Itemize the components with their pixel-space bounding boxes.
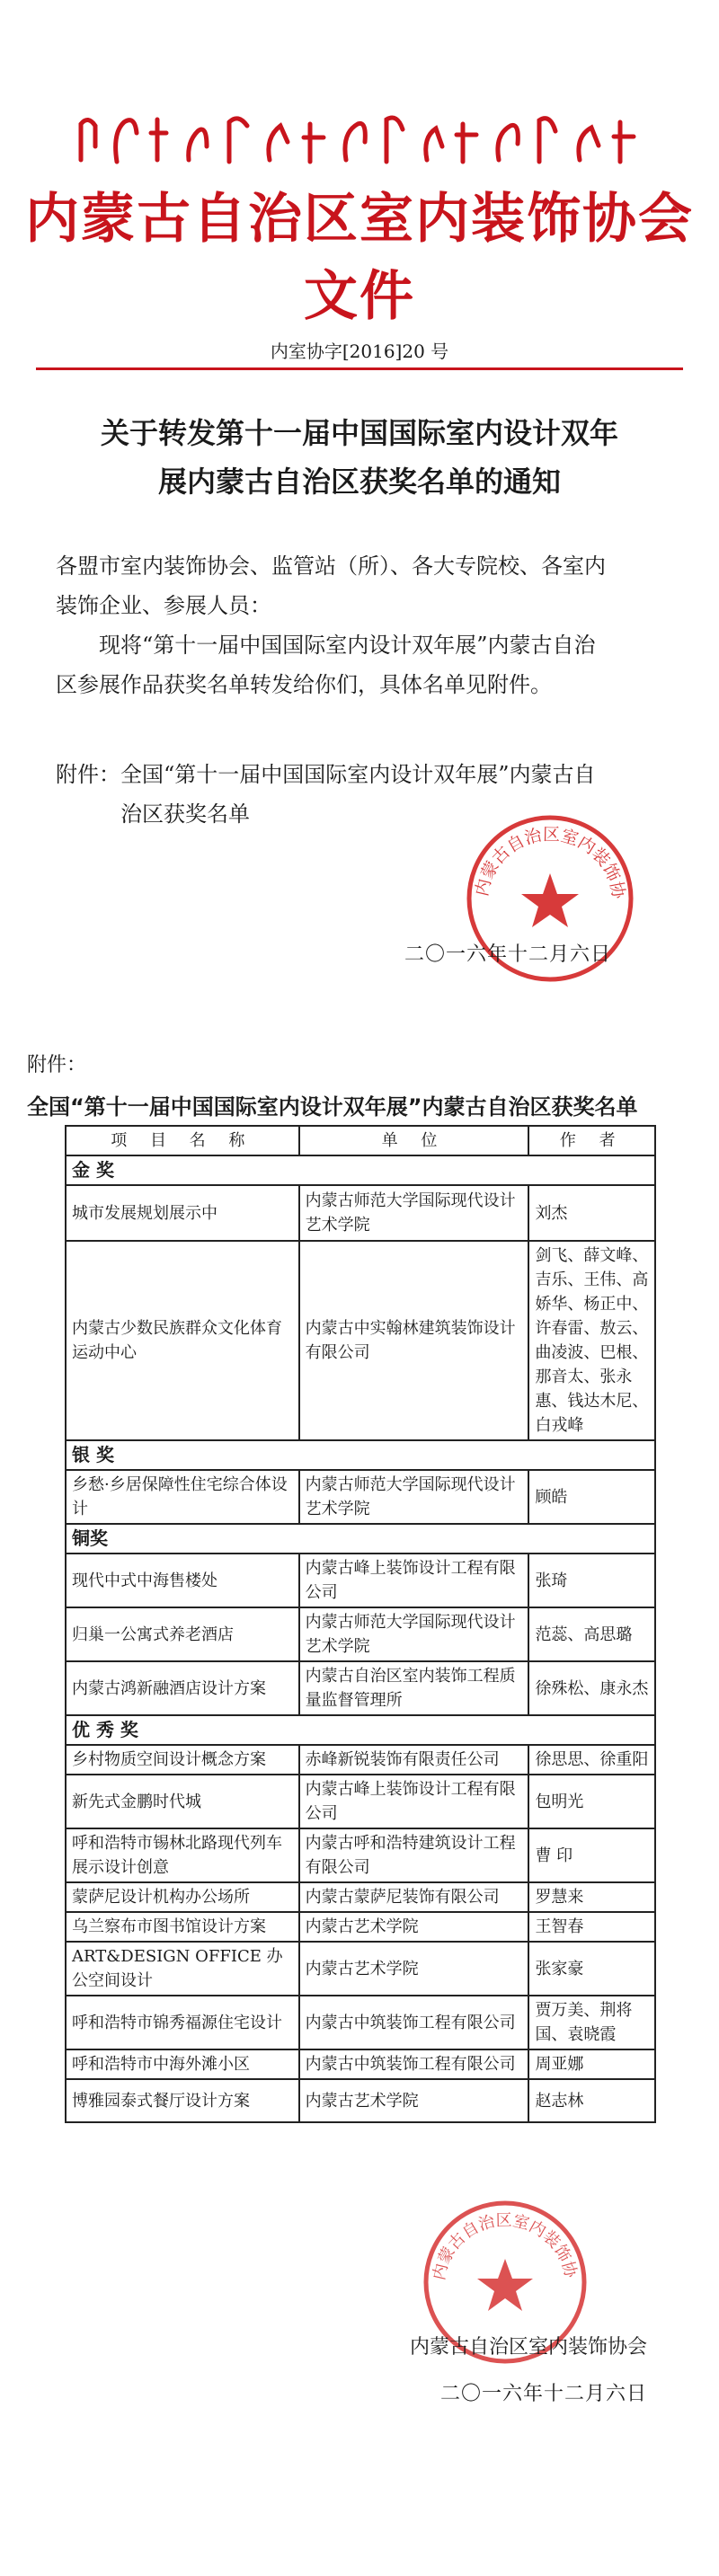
section-excellence: 优 秀 奖 xyxy=(66,1715,655,1745)
attachment-line2: 治区获奖名单 xyxy=(120,801,250,827)
table-row xyxy=(66,1470,655,1524)
cell-unit: 内蒙古峰上装饰设计工程有限公司 xyxy=(299,1554,529,1607)
cell-unit: 赤峰新锐装饰有限责任公司 xyxy=(299,1745,529,1775)
cell-author: 顾皓 xyxy=(528,1470,655,1524)
cell-project: 现代中式中海售楼处 xyxy=(66,1554,299,1607)
document-number: 内室协字[2016]20 号 xyxy=(270,341,449,362)
cell-author: 刘杰 xyxy=(528,1185,655,1241)
svg-text:内蒙古自治区室内装饰协会 xyxy=(460,809,628,901)
seal-ring-text: 内蒙古自治区室内装饰协 xyxy=(472,824,629,901)
table-header-row xyxy=(66,1126,655,1155)
table-row xyxy=(66,1607,655,1661)
cell-author: 张家豪 xyxy=(528,1942,655,1996)
section-bronze: 铜奖 xyxy=(66,1524,655,1554)
cell-project: 乌兰察布市图书馆设计方案 xyxy=(66,1912,299,1942)
section-row-gold xyxy=(66,1155,655,1185)
table-row xyxy=(66,1942,655,1996)
seal-star-icon xyxy=(477,2259,533,2311)
cell-author: 曹 印 xyxy=(528,1828,655,1882)
cell-project: 城市发展规划展示中 xyxy=(66,1185,299,1241)
recipients-line1: 各盟市室内装饰协会、监管站（所）、各大专院校、各室内 xyxy=(56,553,606,579)
cell-project: 呼和浩特市锡林北路现代列车展示设计创意 xyxy=(66,1828,299,1882)
mongolian-script-graphic xyxy=(72,106,647,169)
awards-table xyxy=(65,1125,656,2123)
org-file-title: 内蒙古自治区室内装饰协会文件 xyxy=(25,188,694,328)
cell-unit: 内蒙古自治区室内装饰工程质量监督管理所 xyxy=(299,1661,529,1715)
cell-unit: 内蒙古艺术学院 xyxy=(299,1942,529,1996)
cell-author: 剑飞、薛文峰、吉乐、王伟、高娇华、杨正中、许春雷、敖云、曲凌波、巴根、那音太、张永惠、钱达木尼、白戎峰 xyxy=(528,1241,655,1440)
table-row xyxy=(66,2079,655,2122)
cell-project: 归巢一公寓式养老酒店 xyxy=(66,1607,299,1661)
table-row xyxy=(66,1912,655,1942)
cell-project: 内蒙古鸿新融酒店设计方案 xyxy=(66,1661,299,1715)
recipients-line2: 装饰企业、参展人员： xyxy=(56,593,271,618)
table-row xyxy=(66,1241,655,1440)
cell-unit: 内蒙古艺术学院 xyxy=(299,1912,529,1942)
section-row-excellence xyxy=(66,1715,655,1745)
cell-author: 贾万美、荆将国、袁晓霞 xyxy=(528,1996,655,2049)
issue-date: 二〇一六年十二月六日 xyxy=(404,943,612,966)
cell-author: 包明光 xyxy=(528,1775,655,1828)
cell-project: 乡村物质空间设计概念方案 xyxy=(66,1745,299,1775)
cell-project: 呼和浩特市锦秀福源住宅设计 xyxy=(66,1996,299,2049)
footer-org-signature: 内蒙古自治区室内装饰协会 xyxy=(409,2336,647,2359)
cell-author: 王智春 xyxy=(528,1912,655,1942)
notice-title-line2: 展内蒙古自治区获奖名单的通知 xyxy=(157,465,561,499)
body-line1: 现将“第十一届中国国际室内设计双年展”内蒙古自治 xyxy=(99,633,596,658)
notice-title xyxy=(0,409,719,506)
table-row xyxy=(66,1775,655,1828)
cell-unit: 内蒙古中实翰林建筑装饰设计有限公司 xyxy=(299,1241,529,1440)
cell-unit: 内蒙古师范大学国际现代设计艺术学院 xyxy=(299,1607,529,1661)
body-line2: 区参展作品获奖名单转发给你们，具体名单见附件。 xyxy=(56,672,552,697)
cell-project: ART&DESIGN OFFICE 办公空间设计 xyxy=(66,1942,299,1996)
section-gold: 金 奖 xyxy=(66,1155,655,1185)
mongolian-header xyxy=(72,106,647,169)
table-row xyxy=(66,1661,655,1715)
cell-author: 徐殊松、康永杰 xyxy=(528,1661,655,1715)
cell-unit: 内蒙古峰上装饰设计工程有限公司 xyxy=(299,1775,529,1828)
section-row-bronze xyxy=(66,1524,655,1554)
cell-author: 罗慧来 xyxy=(528,1882,655,1912)
cell-project: 博雅园泰式餐厅设计方案 xyxy=(66,2079,299,2122)
recipients xyxy=(56,546,649,704)
header-author: 作 者 xyxy=(528,1126,655,1155)
cell-unit: 内蒙古蒙萨尼装饰有限公司 xyxy=(299,1882,529,1912)
red-divider xyxy=(36,367,683,370)
appendix-table-title: 全国“第十一届中国国际室内设计双年展”内蒙古自治区获奖名单 xyxy=(27,1094,638,1120)
table-row xyxy=(66,1996,655,2049)
attachment-line1: 附件：全国“第十一届中国国际室内设计双年展”内蒙古自 xyxy=(56,762,596,787)
header-project: 项 目 名 称 xyxy=(66,1126,299,1155)
cell-author: 张琦 xyxy=(528,1554,655,1607)
cell-author: 徐思思、徐重阳 xyxy=(528,1745,655,1775)
table-row xyxy=(66,1554,655,1607)
cell-unit: 内蒙古呼和浩特建筑设计工程有限公司 xyxy=(299,1828,529,1882)
cell-project: 乡愁·乡居保障性住宅综合体设计 xyxy=(66,1470,299,1524)
section-silver: 银 奖 xyxy=(66,1440,655,1470)
seal-ring-text-footer: 内蒙古自治区室内装饰协 xyxy=(430,2210,581,2282)
cell-author: 范蕊、高思璐 xyxy=(528,1607,655,1661)
header-unit: 单 位 xyxy=(299,1126,529,1155)
cell-unit: 内蒙古中筑装饰工程有限公司 xyxy=(299,2049,529,2079)
cell-project: 呼和浩特市中海外滩小区 xyxy=(66,2049,299,2079)
notice-title-line1: 关于转发第十一届中国国际室内设计双年 xyxy=(100,416,618,450)
table-row xyxy=(66,1882,655,1912)
cell-author: 赵志林 xyxy=(528,2079,655,2122)
cell-project: 蒙萨尼设计机构办公场所 xyxy=(66,1882,299,1912)
cell-project: 新先式金鹏时代城 xyxy=(66,1775,299,1828)
cell-unit: 内蒙古师范大学国际现代设计艺术学院 xyxy=(299,1185,529,1241)
cell-unit: 内蒙古艺术学院 xyxy=(299,2079,529,2122)
footer-date: 二〇一六年十二月六日 xyxy=(439,2383,647,2405)
table-row xyxy=(66,1828,655,1882)
seal-star-icon xyxy=(521,873,579,927)
table-row xyxy=(66,1185,655,1241)
cell-author: 周亚娜 xyxy=(528,2049,655,2079)
mongolian-script-text: ᠥᠪᠦᠷ ᠮᠣᠩᠭᠣᠯ ᠤᠨ ᠥᠪᠡᠷᠲᠡᠭᠡᠨ ᠵᠠᠰᠠᠬᠤ ᠣᠷᠤᠨ xyxy=(351,142,368,143)
cell-unit: 内蒙古师范大学国际现代设计艺术学院 xyxy=(299,1470,529,1524)
appendix-label: 附件： xyxy=(27,1054,87,1076)
cell-project: 内蒙古少数民族群众文化体育运动中心 xyxy=(66,1241,299,1440)
table-row xyxy=(66,1745,655,1775)
section-row-silver xyxy=(66,1440,655,1470)
cell-unit: 内蒙古中筑装饰工程有限公司 xyxy=(299,1996,529,2049)
table-row xyxy=(66,2049,655,2079)
